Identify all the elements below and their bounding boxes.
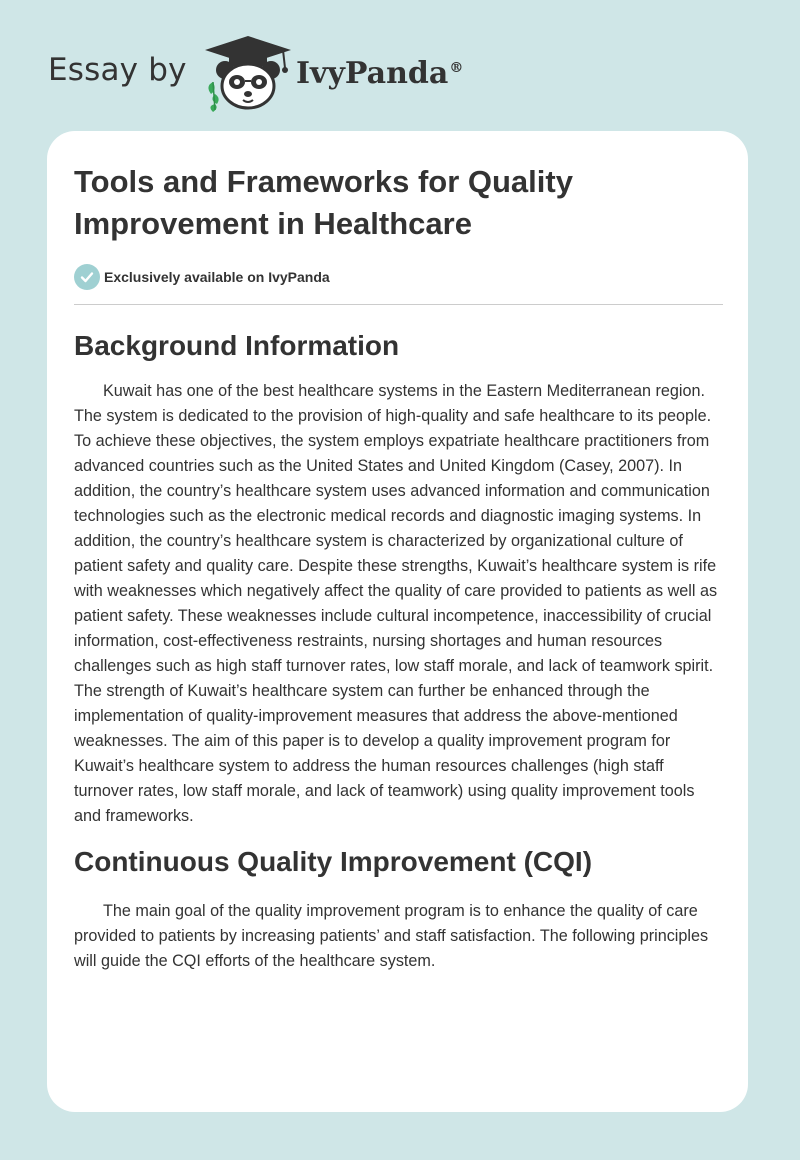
registered-mark: ® [449, 60, 464, 76]
article-card [47, 131, 748, 1112]
exclusive-badge [74, 263, 724, 291]
essay-by-label: Essay by [48, 52, 187, 88]
panda-logo-icon[interactable] [203, 34, 293, 112]
section-paragraph-cqi: The main goal of the quality improvement program is to enhance the quality of care provided to patients by increasing patients’ and staff satisfaction. The following principles will guide the CQI efforts of the healthcare system. [74, 902, 709, 970]
exclusive-label: Exclusively available on IvyPanda [104, 269, 330, 285]
brand-name[interactable]: IvyPanda® [296, 56, 464, 91]
article-content [74, 161, 724, 974]
divider [74, 304, 723, 305]
section-heading-cqi: Continuous Quality Improvement (CQI) [74, 846, 593, 877]
section-paragraph-background: Kuwait has one of the best healthcare systems in the Eastern Mediterranean region. The system is dedicated to the provision of high-quality and safe healthcare to its people. To achieve these objectives, the system employs expatriate healthcare practitioners from advanced countries such as the United States and United Kingdom (Casey, 2007). In addition, the country’s healthcare system uses advanced information and communication technologies such as the electronic medical records and diagnostic imaging systems. In addition, the country’s healthcare system is characterized by organizational culture of patient safety and quality care. Despite these strengths, Kuwait’s healthcare system is rife with weaknesses which negatively affect the quality of care provided to patients as well as patient safety. These weaknesses include cultural incompetence, inaccessibility of crucial information, cost-effectiveness restraints, nursing shortages and human resources challenges such as high staff turnover rates, low staff morale, and lack of teamwork spirit. The strength of Kuwait’s healthcare system can further be enhanced through the implementation of quality-improvement measures that address the above-mentioned weaknesses. The aim of this paper is to develop a quality improvement program for Kuwait’s healthcare system to address the human resources challenges (high staff turnover rates, low staff morale, and lack of teamwork) using quality improvement tools and frameworks. [74, 382, 718, 825]
check-circle-icon [74, 264, 100, 290]
site-header [48, 32, 508, 112]
section-heading-background: Background Information [74, 330, 400, 361]
page-title: Tools and Frameworks for Quality Improvement in Healthcare [74, 164, 573, 241]
